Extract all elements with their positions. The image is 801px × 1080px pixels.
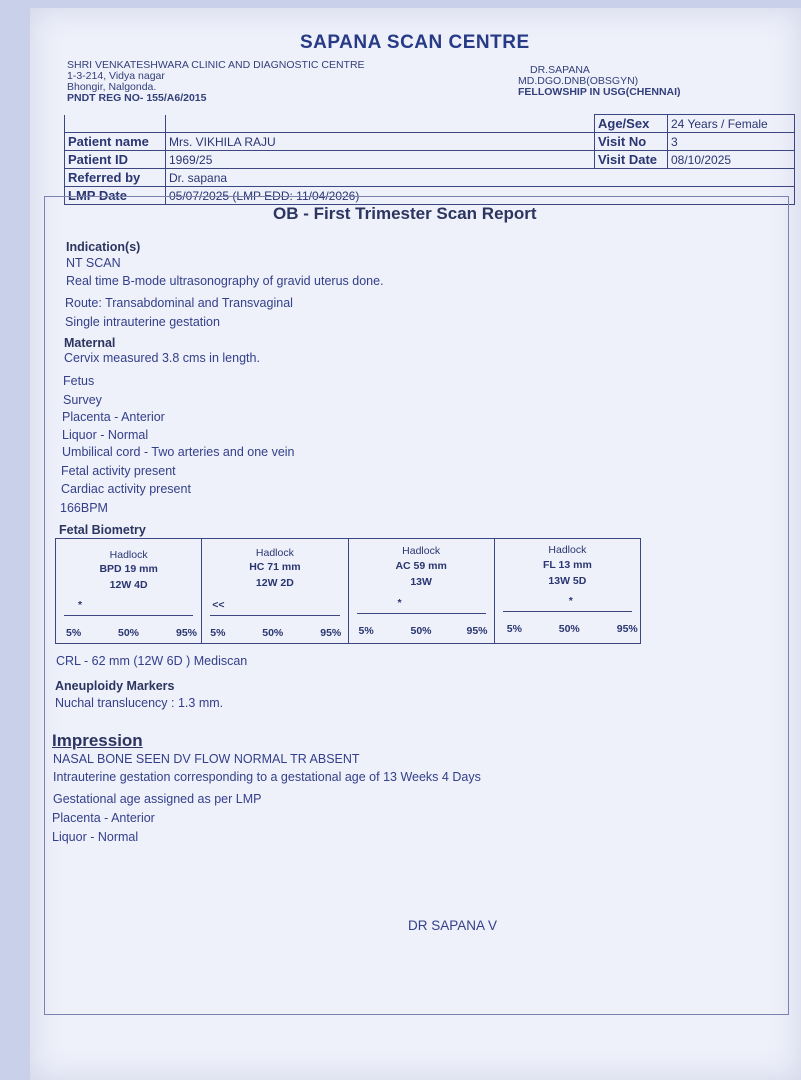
fl-p5: 5% [506, 623, 522, 635]
clinic-block [67, 60, 365, 104]
fetal-activity-line: Fetal activity present [61, 464, 176, 478]
fl-measure: FL 13 mm [542, 559, 592, 571]
indication-value: NT SCAN [66, 256, 121, 270]
hc-method: Hadlock [255, 547, 294, 559]
bpd-measure: BPD 19 mm [99, 563, 158, 575]
patient-info-table [64, 114, 795, 205]
doctor-degree: MD.DGO.DNB(OBSGYN) [518, 75, 639, 87]
impression-line-4: Placenta - Anterior [52, 811, 155, 825]
ac-p5: 5% [358, 625, 374, 637]
bpd-marker: * [78, 599, 83, 611]
patient-id-label: Patient ID [65, 151, 166, 169]
biometry-table [55, 538, 641, 644]
referred-by-value: Dr. sapana [166, 169, 795, 187]
impression-title: Impression [52, 731, 143, 750]
biometry-hc [202, 539, 348, 643]
fl-p95: 95% [616, 623, 638, 635]
impression-line-2: Intrauterine gestation corresponding to a gestational age of 13 Weeks 4 Days [53, 770, 481, 784]
visit-no-value: 3 [668, 133, 795, 151]
doctor-block [518, 65, 681, 98]
impression-line-1: NASAL BONE SEEN DV FLOW NORMAL TR ABSENT [53, 752, 360, 766]
referred-by-label: Referred by [65, 169, 166, 187]
ac-p50: 50% [410, 625, 432, 637]
hc-marker: << [212, 599, 225, 611]
bpd-p95: 95% [176, 627, 198, 639]
biometry-ac [349, 539, 495, 643]
centre-title: SAPANA SCAN CENTRE [300, 32, 530, 53]
patient-name-label: Patient name [65, 133, 166, 151]
bpd-age: 12W 4D [109, 579, 148, 591]
hc-p50: 50% [262, 627, 284, 639]
fetus-title: Fetus [63, 374, 95, 388]
impression-line-3: Gestational age assigned as per LMP [53, 792, 262, 806]
ac-scale-line [357, 613, 486, 614]
patient-id-value: 1969/25 [166, 151, 595, 169]
ac-p95: 95% [466, 625, 488, 637]
doctor-name: DR.SAPANA [530, 64, 590, 76]
aneuploidy-title: Aneuploidy Markers [55, 679, 175, 693]
maternal-title: Maternal [64, 336, 116, 350]
pndt-reg: PNDT REG NO- 155/A6/2015 [67, 92, 207, 104]
heart-rate: 166BPM [60, 501, 108, 515]
biometry-bpd [56, 539, 202, 643]
visit-date-label: Visit Date [595, 151, 668, 169]
bmode-line: Real time B-mode ultrasonography of gravid uterus done. [66, 274, 384, 288]
indication-title: Indication(s) [66, 240, 141, 254]
patient-name-value: Mrs. VIKHILA RAJU [166, 133, 595, 151]
hc-age: 12W 2D [255, 577, 294, 589]
age-value: 24 Years / Female [668, 115, 795, 133]
report-heading: OB - First Trimester Scan Report [273, 204, 537, 223]
hc-p95: 95% [320, 627, 342, 639]
bpd-p5: 5% [66, 627, 82, 639]
fl-age: 13W 5D [548, 575, 587, 587]
bpd-method: Hadlock [109, 549, 148, 561]
hc-p5: 5% [210, 627, 226, 639]
fl-scale-line [503, 611, 632, 612]
liquor-line: Liquor - Normal [62, 428, 149, 442]
placenta-line: Placenta - Anterior [62, 410, 165, 424]
bpd-p50: 50% [118, 627, 140, 639]
crl-line: CRL - 62 mm (12W 6D ) Mediscan [56, 654, 248, 668]
doctor-signature: DR SAPANA V [408, 918, 498, 933]
lmp-label: LMP Date [65, 187, 166, 205]
cervix-line: Cervix measured 3.8 cms in length. [64, 351, 260, 365]
ac-marker: * [397, 597, 402, 609]
bpd-scale-line [64, 615, 193, 616]
biometry-fl [495, 539, 640, 643]
survey-title: Survey [63, 393, 102, 407]
biometry-title: Fetal Biometry [59, 523, 146, 537]
visit-no-label: Visit No [595, 133, 668, 151]
doctor-fellowship: FELLOWSHIP IN USG(CHENNAI) [518, 86, 681, 98]
gestation-line: Single intrauterine gestation [65, 315, 220, 329]
age-label: Age/Sex [595, 115, 668, 133]
impression-line-5: Liquor - Normal [52, 830, 139, 844]
cardiac-activity-line: Cardiac activity present [61, 482, 191, 496]
visit-date-value: 08/10/2025 [668, 151, 795, 169]
lmp-value: 05/07/2025 (LMP EDD: 11/04/2026) [166, 187, 795, 205]
ac-age: 13W [410, 576, 432, 588]
fl-marker: * [568, 595, 573, 607]
hc-measure: HC 71 mm [249, 561, 301, 573]
clinic-address-1: 1-3-214, Vidya nagar [67, 70, 165, 82]
ac-method: Hadlock [402, 545, 441, 557]
route-line: Route: Transabdominal and Transvaginal [65, 296, 293, 310]
cord-line: Umbilical cord - Two arteries and one vein [62, 445, 295, 459]
ac-measure: AC 59 mm [395, 560, 447, 572]
fl-p50: 50% [558, 623, 580, 635]
clinic-address-2: Bhongir, Nalgonda. [67, 81, 157, 93]
nt-line: Nuchal translucency : 1.3 mm. [55, 696, 224, 710]
clinic-name: SHRI VENKATESHWARA CLINIC AND DIAGNOSTIC CENTRE [67, 59, 365, 71]
hc-scale-line [210, 615, 339, 616]
fl-method: Hadlock [548, 544, 587, 556]
